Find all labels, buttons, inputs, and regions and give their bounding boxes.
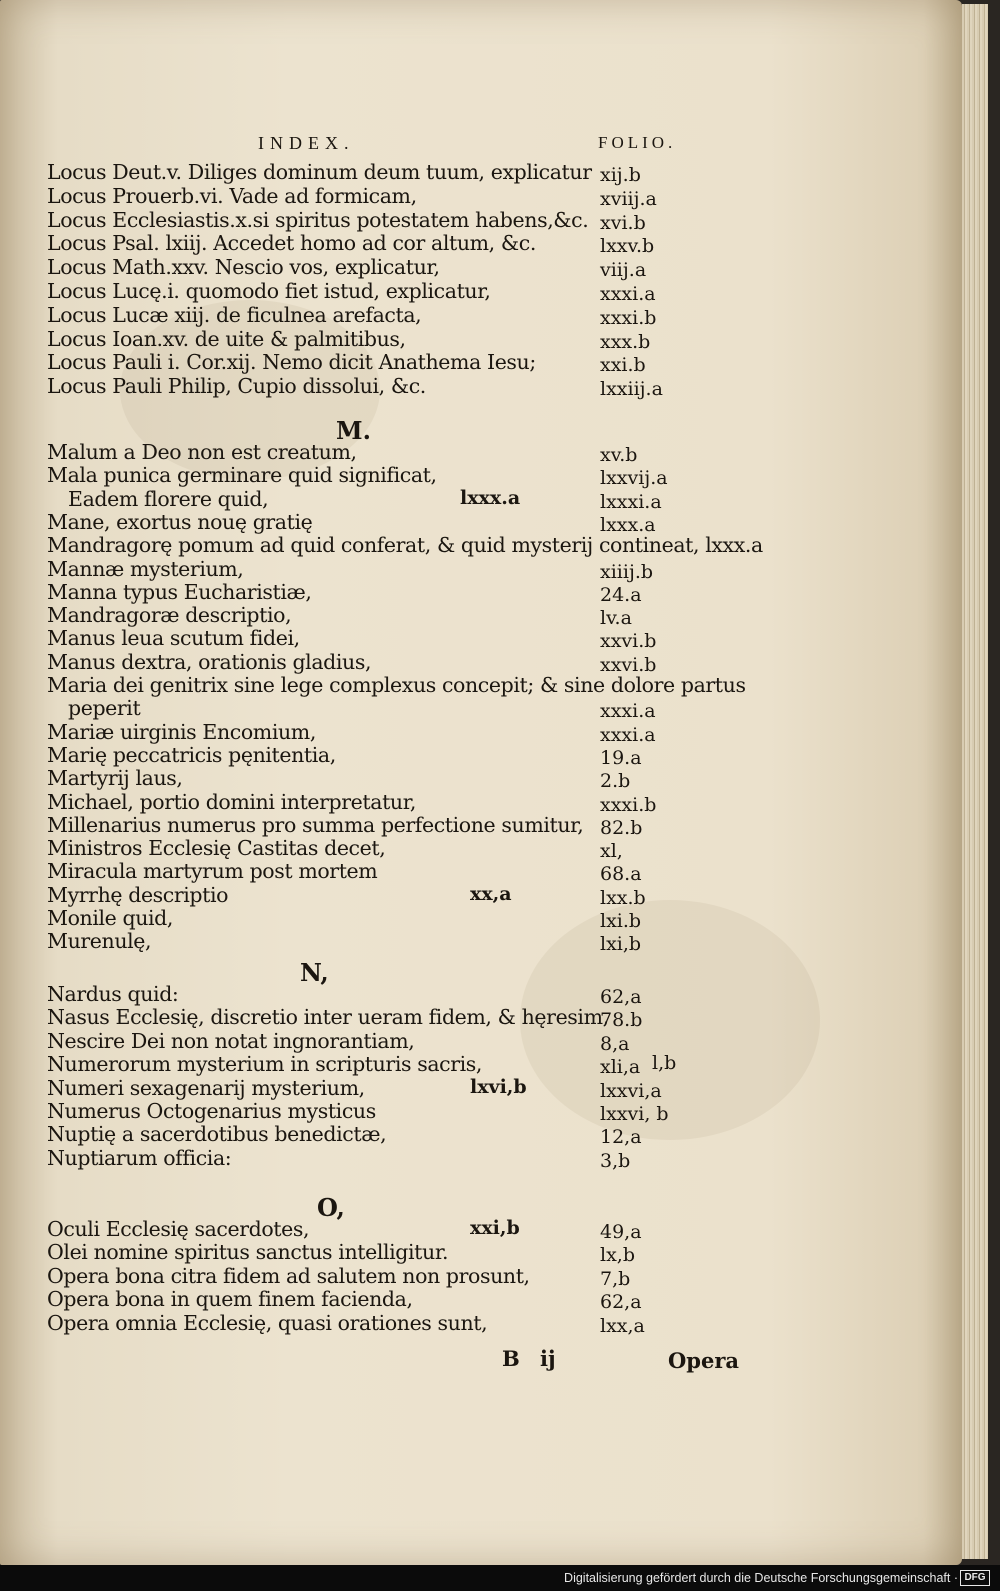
index-entry: Nuptiarum officia: <box>47 1145 232 1170</box>
folio-ref: xiiij.b <box>600 560 654 583</box>
folio-ref: lxxiij.a <box>600 378 663 401</box>
folio-ref: xxxi.a <box>600 723 656 746</box>
index-entry: Nuptię a sacerdotibus benedictæ, <box>47 1122 387 1147</box>
index-entry: Mala punica germinare quid significat, <box>47 463 437 488</box>
folio-ref: lxxx.a <box>600 513 656 536</box>
folio-ref: xli,a <box>600 1056 641 1079</box>
index-entry: Mandragorę pomum ad quid conferat, & quid mysterij contineat, lxxx.a <box>47 533 763 558</box>
folio-ref: lxxvi,a <box>600 1079 662 1102</box>
dfg-credit: Digitalisierung gefördert durch die Deutsche Forschungsgemeinschaft · <box>564 1571 958 1585</box>
folio-ref: 78.b <box>600 1009 643 1032</box>
folio-ref-extra: lxxx.a <box>460 486 521 509</box>
folio-ref: 19.a <box>600 746 642 769</box>
folio-ref: xxxi.a <box>600 700 656 723</box>
index-entry: Michael, portio domini interpretatur, <box>47 789 416 814</box>
folio-ref: xvi.b <box>600 211 646 234</box>
folio-ref: xv.b <box>600 444 638 466</box>
index-entry: Locus Ecclesiastis.x.si spiritus potestatem habens,&c. <box>47 207 589 232</box>
folio-ref: xxvi.b <box>600 630 657 653</box>
index-entry: Marię peccatricis pęnitentia, <box>47 742 336 767</box>
folio-ref: 49,a <box>600 1221 642 1243</box>
index-entry: Eadem florere quid, <box>68 486 269 511</box>
index-entry: Olei nomine spiritus sanctus intelligitur. <box>47 1240 449 1265</box>
index-entry: Locus Deut.v. Diliges dominum deum tuum, explicatur <box>47 160 592 184</box>
index-entry: peperit <box>68 696 141 721</box>
folio-ref-extra: l,b <box>652 1052 677 1075</box>
folio-ref: 68.a <box>600 863 642 886</box>
section-letter-o: O, <box>317 1193 345 1222</box>
folio-ref: 62,a <box>600 1291 642 1314</box>
folio-ref: xxxi.b <box>600 306 657 329</box>
folio-ref: xxvi.b <box>600 653 657 676</box>
index-entry: Numerorum mysterium in scripturis sacris, <box>47 1052 483 1077</box>
index-entry: Numerus Octogenarius mysticus <box>47 1099 376 1123</box>
index-entry: Malum a Deo non est creatum, <box>47 440 357 464</box>
index-entry: Opera omnia Ecclesię, quasi orationes sunt, <box>47 1310 488 1335</box>
index-entry: Locus Ioan.xv. de uite & palmitibus, <box>47 326 406 351</box>
index-entry: Locus Lucę.i. quomodo fiet istud, explicatur, <box>47 279 491 303</box>
page-edge <box>962 4 988 1559</box>
folio-ref: 12,a <box>600 1126 642 1149</box>
header-index: INDEX. <box>258 133 355 153</box>
index-entry: Opera bona in quem finem facienda, <box>47 1287 413 1312</box>
index-entry: Locus Pauli i. Cor.xij. Nemo dicit Anathema Iesu; <box>47 350 536 375</box>
index-entry: Nardus quid: <box>47 982 179 1006</box>
folio-ref: lxi,b <box>600 933 642 956</box>
index-entry: Locus Math.xxv. Nescio vos, explicatur, <box>47 255 440 280</box>
index-entry: Nasus Ecclesię, discretio inter ueram fidem, & hęresim, <box>47 1005 609 1030</box>
folio-ref: 7,b <box>600 1267 631 1290</box>
index-entry: Millenarius numerus pro summa perfectione sumitur, <box>47 812 584 837</box>
index-entry: Locus Prouerb.vi. Vade ad formicam, <box>47 183 417 208</box>
folio-ref: lv.a <box>600 607 632 630</box>
folio-ref-extra: lxvi,b <box>470 1075 527 1098</box>
folio-ref: xxx.b <box>600 330 651 353</box>
folio-ref: lxxvi, b <box>600 1103 669 1125</box>
folio-ref-extra: xxi,b <box>470 1217 520 1239</box>
index-entry: Maria dei genitrix sine lege complexus concepit; & sine dolore partus <box>47 673 746 697</box>
index-entry: Oculi Ecclesię sacerdotes, <box>47 1217 310 1241</box>
index-entry: Ministros Ecclesię Castitas decet, <box>47 836 386 861</box>
folio-ref: xl, <box>600 840 623 863</box>
index-entry: Locus Lucæ xiij. de ficulnea arefacta, <box>47 302 422 327</box>
folio-ref: viij.a <box>600 259 647 282</box>
folio-ref: lxx.b <box>600 886 646 909</box>
folio-ref: lx,b <box>600 1244 635 1267</box>
index-entry: Martyrij laus, <box>47 766 183 791</box>
catchword: Opera <box>668 1348 740 1373</box>
index-entry: Locus Psal. lxiij. Accedet homo ad cor altum, &c. <box>47 231 536 256</box>
signature-mark: B <box>502 1346 520 1371</box>
folio-ref: xxi.b <box>600 354 646 377</box>
index-entry: Opera bona citra fidem ad salutem non prosunt, <box>47 1263 530 1288</box>
index-entry: Myrrhę descriptio <box>47 882 229 907</box>
folio-ref: 3,b <box>600 1149 631 1172</box>
index-entry: Numeri sexagenarij mysterium, <box>47 1075 365 1100</box>
header-folio: FOLIO. <box>598 133 677 152</box>
index-entry: Manna typus Eucharistiæ, <box>47 579 312 604</box>
index-entry: Mandragoræ descriptio, <box>47 603 292 628</box>
dfg-logo: DFG <box>960 1570 990 1586</box>
folio-ref-extra: xx,a <box>470 882 512 905</box>
index-entry: Mane, exortus nouę gratię <box>47 509 313 534</box>
index-entry: Manus dextra, orationis gladius, <box>47 649 372 674</box>
section-letter-m: M. <box>336 416 371 445</box>
folio-ref: 62,a <box>600 986 642 1008</box>
index-entry: Nescire Dei non notat ingnorantiam, <box>47 1028 415 1053</box>
folio-ref: lxxv.b <box>600 235 655 258</box>
index-entry: Mariæ uirginis Encomium, <box>47 719 316 744</box>
section-letter-n: N, <box>300 958 329 987</box>
index-entry: Mannæ mysterium, <box>47 556 244 581</box>
signature-number: ij <box>540 1346 556 1371</box>
folio-ref: xxxi.b <box>600 793 657 816</box>
folio-ref: xviij.a <box>600 187 657 210</box>
folio-ref: lxx,a <box>600 1314 645 1337</box>
folio-ref: 2.b <box>600 770 631 793</box>
folio-ref: lxxxi.a <box>600 490 662 513</box>
folio-ref: xij.b <box>600 164 641 186</box>
folio-ref: 8,a <box>600 1032 630 1055</box>
index-entry: Miracula martyrum post mortem <box>47 859 378 884</box>
folio-ref: 24.a <box>600 583 642 606</box>
index-entry: Locus Pauli Philip, Cupio dissolui, &c. <box>47 374 426 399</box>
folio-ref: lxi.b <box>600 910 642 932</box>
folio-ref: xxxi.a <box>600 283 656 305</box>
index-entry: Murenulę, <box>47 929 152 954</box>
folio-ref: 82.b <box>600 816 643 839</box>
folio-ref: lxxvij.a <box>600 467 668 490</box>
index-entry: Manus leua scutum fidei, <box>47 626 300 651</box>
index-entry: Monile quid, <box>47 906 174 930</box>
